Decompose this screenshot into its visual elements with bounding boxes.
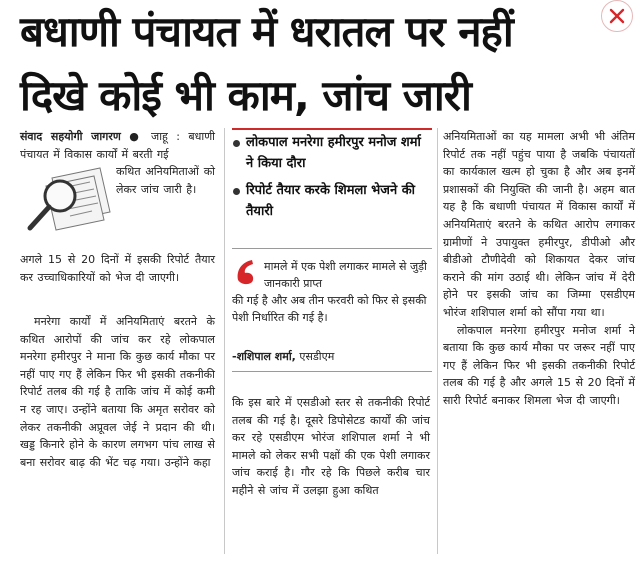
quote-text-rest: की गई है और अब तीन फरवरी को फिर से इसकी पेशी निर्धारित की गई है। bbox=[232, 294, 427, 324]
paragraph-col3-2: लोकपाल मनरेगा हमीरपुर मनोज शर्मा ने बताया कि कुछ कार्य मौका पर जरूर नहीं पाए गए हैं लेकिन फिर भी इसकी तकनीकी रिपोर्ट तलब की गई है और अगले 15 से 20 दिनों में सारी रिपोर्ट बनाकर शिमला भेज दी जाएगी। bbox=[443, 323, 635, 407]
pull-quote bbox=[232, 258, 432, 326]
column-divider bbox=[224, 128, 225, 554]
headline-line-1: बधाणी पंचायत में धरातल पर नहीं bbox=[20, 7, 513, 56]
quote-bottom-rule bbox=[232, 371, 432, 372]
byline-credit: संवाद सहयोगी जागरण bbox=[20, 130, 121, 143]
bullet-bottom-rule bbox=[232, 248, 432, 249]
close-button[interactable] bbox=[601, 0, 633, 32]
column-divider bbox=[437, 128, 438, 554]
quote-text-first: मामले में एक पेशी लगाकर मामले से जुड़ी जानकारी प्राप्त bbox=[264, 260, 427, 290]
paragraph-col3-1: अनियमिताओं का यह मामला अभी भी अंतिम रिपोर्ट तक नहीं पहुंच पाया है जबकि पंचायतों का कार्यकाल खत्म हो चुका है और अब इनमें प्रशासकों की नियुक्ति की जानी है। अहम बात यह है कि बधाणी पंचायत में विकास कार्यों में अनियमिताएं बरतने के कथित आरोप लगाकर ग्रामीणों ने उपायुक्त हमीरपुर, डीपीओ और बीडीओ टौणीदेवी को शिकायत देकर जांच कराने की मांग उठाई थी। लेकिन जांच में देरी होने पर इसकी जांच का जिम्मा एसडीएम भोरंज शशिपाल शर्मा को सौंपा गया था। bbox=[443, 130, 635, 319]
bullet-icon bbox=[233, 188, 240, 195]
highlight-bullets bbox=[232, 132, 432, 222]
bullet-top-rule bbox=[232, 128, 432, 130]
lead-text: ● जाहू : बधाणी पंचायत में विकास कार्यों में बरती गई bbox=[20, 130, 216, 161]
quote-mark-icon bbox=[234, 258, 260, 286]
article-paragraph bbox=[20, 313, 215, 471]
headline-line-2: दिखे कोई भी काम, जांच जारी bbox=[20, 71, 471, 120]
article-column-3 bbox=[443, 128, 635, 410]
quote-attribution bbox=[232, 349, 334, 364]
bullet-item: रिपोर्ट तैयार करके शिमला भेजने की तैयारी bbox=[232, 180, 432, 222]
after-image-text: अगले 15 से 20 दिनों में इसकी रिपोर्ट तैयार कर उच्चाधिकारियों को भेज दी जाएगी। bbox=[20, 253, 215, 284]
article-paragraph: कि इस बारे में एसडीओ स्तर से तकनीकी रिपोर्ट तलब की गई है। दूसरे डिपोसेटड कार्यों की जांच कर रहे एसडीएम भोरंज शशिपाल शर्मा ने भी मामले को लेकर सभी पक्षों की एक पेशी लगाकर जांच कराई है। गौर रहे कि पिछले करीब चार महीने से जांच में उलझा हुआ कथित bbox=[232, 396, 430, 497]
bullet-icon bbox=[233, 140, 240, 147]
magnifier-documents-illustration bbox=[22, 160, 114, 248]
quote-author-name: -शशिपाल शर्मा, bbox=[232, 350, 296, 363]
quote-author-title: एसडीएम bbox=[299, 350, 335, 363]
beside-image-text: कथित अनियमिताओं को लेकर जांच जारी है। bbox=[116, 165, 215, 196]
article-lead bbox=[20, 128, 215, 163]
paragraph-2: मनरेगा कार्यों में अनियमिताएं बरतने के कथित आरोपों की जांच कर रहे लोकपाल मनरेगा हमीरपुर ने माना कि कुछ कार्य मौका पर नहीं पाए गए हैं लेकिन फिर भी इसकी तकनीकी रिपोर्ट तलब की गई है ताकि जांच में कोई कमी न रह जाए। उन्होंने बताया कि अमृत सरोवर को लेकर तकनीकी अप्रूवल जेई ने प्रदान की थी। खड्ड किनारे होने के कारण लगभग पांच लाख से बना सरोवर बाढ़ की भेंट चढ़ गया। उन्होंने कहा bbox=[20, 315, 215, 469]
bullet-item: लोकपाल मनरेगा हमीरपुर मनोज शर्मा ने किया दौरा bbox=[232, 132, 432, 174]
close-icon bbox=[609, 8, 625, 24]
